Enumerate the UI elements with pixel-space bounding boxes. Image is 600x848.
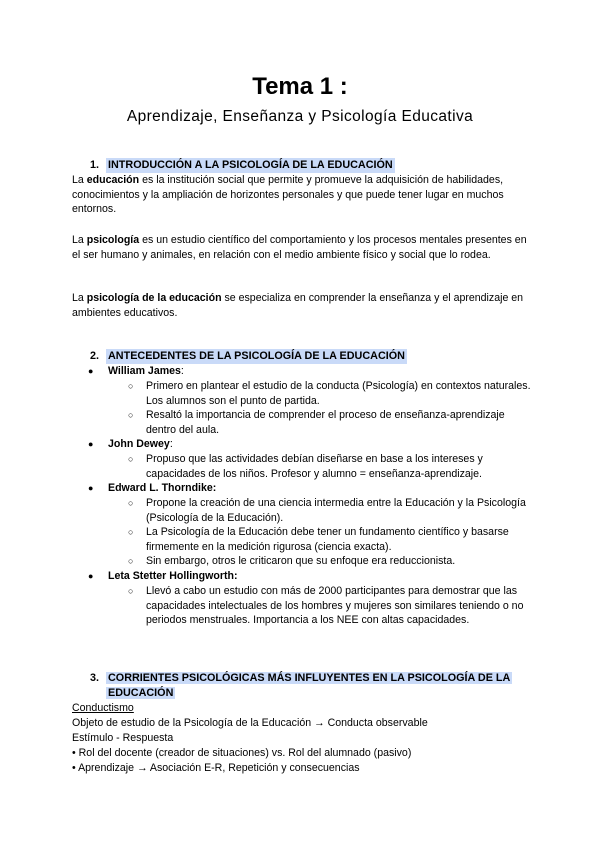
circle-bullet-icon: ○ <box>128 556 134 566</box>
circle-bullet-icon: ○ <box>128 410 134 420</box>
section-2-number: 2. <box>90 350 100 362</box>
section-1-heading <box>90 158 395 173</box>
circle-bullet-icon: ○ <box>128 454 134 464</box>
circle-bullet-icon: ○ <box>128 527 134 537</box>
text-line: • Rol del docente (creador de situaciones) vs. Rol del alumnado (pasivo) <box>72 747 412 759</box>
text-line: Estímulo - Respuesta <box>72 732 174 744</box>
text-line: Objeto de estudio de la Psicología de la Educación → Conducta observable <box>72 717 428 729</box>
bullet-icon: ● <box>88 483 94 493</box>
document-page: Tema 1 : Aprendizaje, Enseñanza y Psicología Educativa 1. INTRODUCCIÓN A LA PSICOLOGÍA DE LA EDUCACIÓN La educación es la institución social que permite y promueve la adquisición de habilidades, conocimientos y la ampliación de horizontes personales y que puede tener lugar en muchos entornos. La psicología es un estudio científico del comportamiento y los procesos mentales presentes en el ser humano y animales, en relación con el medio ambiente físico y social que lo rodea. La psicología de la educación se especializa en comprender la enseñanza y el aprendizaje en ambientes educativos. 2. ANTECEDENTES DE LA PSICOLOGÍA DE LA EDUCACIÓN ● William James: ○ Primero en plantear el estudio de la conducta (Psicología) en contextos naturales. Los alumnos son el punto de partida. ○ Resaltó la importancia de comprender el proceso de enseñanza-aprendizaje dentro del aula. ● John Dewey: ○ Propuso que las actividades debían diseñarse en base a los intereses y capacidades de los niños. Profesor y alumno = enseñanza-aprendizaje. ● Edward L. Thorndike: ○ Propone la creación de una ciencia intermedia entre la Educación y la Psicología (Psicología de la Educación). ○ La Psicología de la Educación debe tener un fundamento científico y basarse firmemente en la medición rigurosa (ciencia exacta). ○ Sin embargo, otros le criticaron que su enfoque era reduccionista. ● Leta Stetter Hollingworth: ○ Llevó a cabo un estudio con más de 2000 participantes para demostrar que las capacidades intelectuales de los hombres y mujeres son similares teniendo o no periodos menstruales. Importancia a los NEE con altas capacidades. 3. CORRIENTES PSICOLÓGICAS MÁS INFLUYENTES EN LA PSICOLOGÍA DE LA EDUCACIÓN Conductismo Objeto de estudio de la Psicología de la Educación → Conducta observable Estímulo - Respuesta • Rol del docente (creador de situaciones) vs. Rol del alumnado (pasivo) • Aprendizaje → Asociación E-R, Repetición y consecuencias <box>0 0 600 848</box>
text-line: • Aprendizaje → Asociación E-R, Repetición y consecuencias <box>72 762 360 774</box>
circle-bullet-icon: ○ <box>128 586 134 596</box>
paragraph-psicologia-educacion: La psicología de la educación se especializa en comprender la enseñanza y el aprendizaje en ambientes educativos. <box>72 292 524 319</box>
term-educacion: educación <box>86 174 140 186</box>
bullet-icon: ● <box>88 439 94 449</box>
section-3-number: 3. <box>90 672 100 684</box>
circle-bullet-icon: ○ <box>128 498 134 508</box>
section-1-title: INTRODUCCIÓN A LA PSICOLOGÍA DE LA EDUCACIÓN <box>108 159 393 171</box>
document-title: Tema 1 : <box>252 73 348 100</box>
section-2-heading <box>90 349 407 364</box>
subheading-conductismo: Conductismo <box>72 702 134 714</box>
section-3-heading <box>90 671 530 700</box>
paragraph-psicologia: La psicología es un estudio científico del comportamiento y los procesos mentales presentes en el ser humano y animales, en relación con el medio ambiente físico y social que lo rodea. <box>72 234 527 261</box>
person-name: William James <box>108 365 181 377</box>
term-psicologia-educacion: psicología de la educación <box>86 292 222 304</box>
person-name: John Dewey <box>108 438 170 450</box>
person-name: Edward L. Thorndike: <box>108 482 217 494</box>
bullet-icon: ● <box>88 366 94 376</box>
term-psicologia: psicología <box>86 234 140 246</box>
paragraph-educacion: La educación es la institución social que permite y promueve la adquisición de habilidades, conocimientos y la ampliación de horizontes personales y que puede tener lugar en muchos entornos. <box>72 174 504 215</box>
document-subtitle: Aprendizaje, Enseñanza y Psicología Educativa <box>126 108 474 125</box>
section-2-title: ANTECEDENTES DE LA PSICOLOGÍA DE LA EDUCACIÓN <box>108 350 405 362</box>
section-3-title-line-2: EDUCACIÓN <box>108 686 174 699</box>
bullet-icon: ● <box>88 571 94 581</box>
section-1-number: 1. <box>90 159 100 171</box>
person-name: Leta Stetter Hollingworth: <box>108 570 238 582</box>
section-3-title-line-1: CORRIENTES PSICOLÓGICAS MÁS INFLUYENTES EN LA PSICOLOGÍA DE LA <box>108 672 511 684</box>
circle-bullet-icon: ○ <box>128 381 134 391</box>
